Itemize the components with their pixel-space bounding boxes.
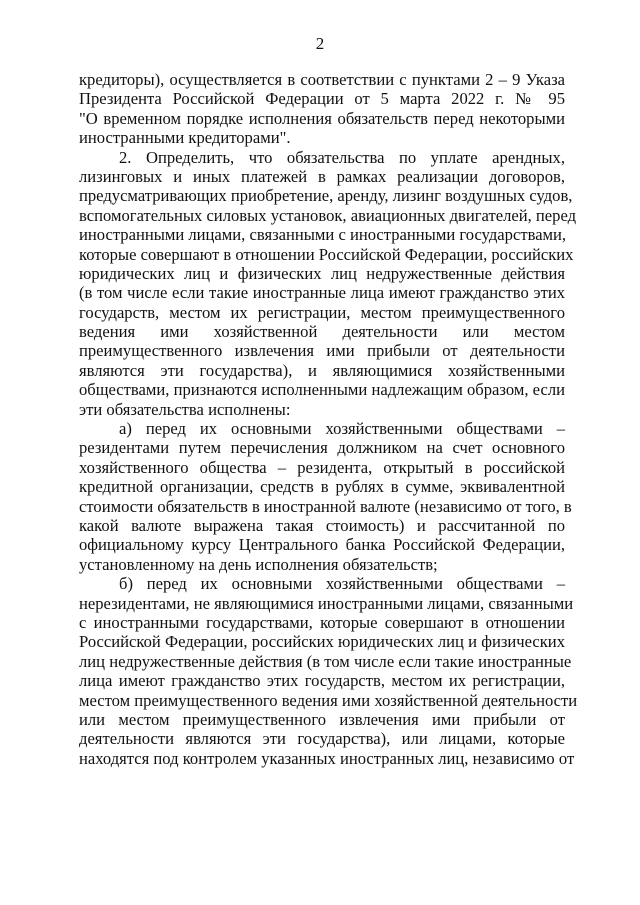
text-line: местом преимущественного ведения ими хозяйственной деятельности <box>79 690 578 710</box>
text-line: а) перед их основными хозяйственными обществами – <box>119 419 565 439</box>
text-line: государств, местом их регистрации, местом преимущественного <box>79 302 565 322</box>
paragraph <box>79 574 578 768</box>
text-line: находятся под контролем указанных иностранных лиц, независимо от <box>79 748 575 768</box>
text-line: установленному на день исполнения обязательств; <box>79 554 438 574</box>
text-line: ведения ими хозяйственной деятельности или местом <box>79 322 565 342</box>
text-line: нерезидентами, не являющимися иностранными лицами, связанными <box>79 593 574 613</box>
text-line: или местом преимущественного извлечения ими прибыли от <box>79 709 565 729</box>
text-line: хозяйственного общества – резидента, открытый в российской <box>79 457 565 477</box>
text-line: лица имеют гражданство этих государств, местом их регистрации, <box>79 671 565 691</box>
text-line: с иностранными государствами, которые совершают в отношении <box>79 612 565 632</box>
text-line: деятельности являются эти государства), или лицами, которые <box>79 729 565 749</box>
text-line: Российской Федерации, российских юридических лиц и физических <box>79 632 565 652</box>
page-number: 2 <box>315 34 325 53</box>
text-line: "О временном порядке исполнения обязательств перед некоторыми <box>79 108 565 128</box>
text-line: резидентами путем перечисления должником на счет основного <box>79 438 565 458</box>
text-line: вспомогательных силовых установок, авиационных двигателей, перед <box>79 205 577 225</box>
text-line: лизинговых и иных платежей в рамках реализации договоров, <box>79 166 565 186</box>
paragraph <box>79 419 572 574</box>
text-line: (в том числе если такие иностранные лица имеют гражданство этих <box>79 283 565 303</box>
text-line: 2. Определить, что обязательства по уплате арендных, <box>119 147 565 167</box>
text-line: являются эти государства), и являющимися хозяйственными <box>79 360 565 380</box>
text-line: Президента Российской Федерации от 5 марта 2022 г. № 95 <box>79 89 565 109</box>
text-line: кредитной организации, средств в рублях в сумме, эквивалентной <box>79 477 565 497</box>
text-line: юридических лиц и физических лиц недружественные действия <box>79 263 565 283</box>
text-line: официальному курсу Центрального банка Российской Федерации, <box>79 535 565 555</box>
text-line: кредиторы), осуществляется в соответствии с пунктами 2 – 9 Указа <box>79 70 565 89</box>
document-body <box>79 70 578 768</box>
text-line: обществами, признаются исполненными надлежащим образом, если <box>79 380 565 400</box>
text-line: лиц недружественные действия (в том числе если такие иностранные <box>79 651 572 671</box>
text-line: предусматривающих приобретение, аренду, лизинг воздушных судов, <box>79 186 573 206</box>
text-line: которые совершают в отношении Российской Федерации, российских <box>79 244 574 264</box>
text-line: какой валюте выражена такая стоимость) и рассчитанной по <box>79 515 565 535</box>
text-line: стоимости обязательств в иностранной валюте (независимо от того, в <box>79 496 572 516</box>
text-line: преимущественного извлечения ими прибыли от деятельности <box>79 341 565 361</box>
paragraph <box>79 70 565 148</box>
text-line: иностранными лицами, связанными с иностранными государствами, <box>79 225 567 245</box>
text-line: б) перед их основными хозяйственными обществами – <box>119 574 565 594</box>
text-line: эти обязательства исполнены: <box>79 399 291 419</box>
paragraph <box>79 147 577 419</box>
text-line: иностранными кредиторами". <box>79 128 291 148</box>
